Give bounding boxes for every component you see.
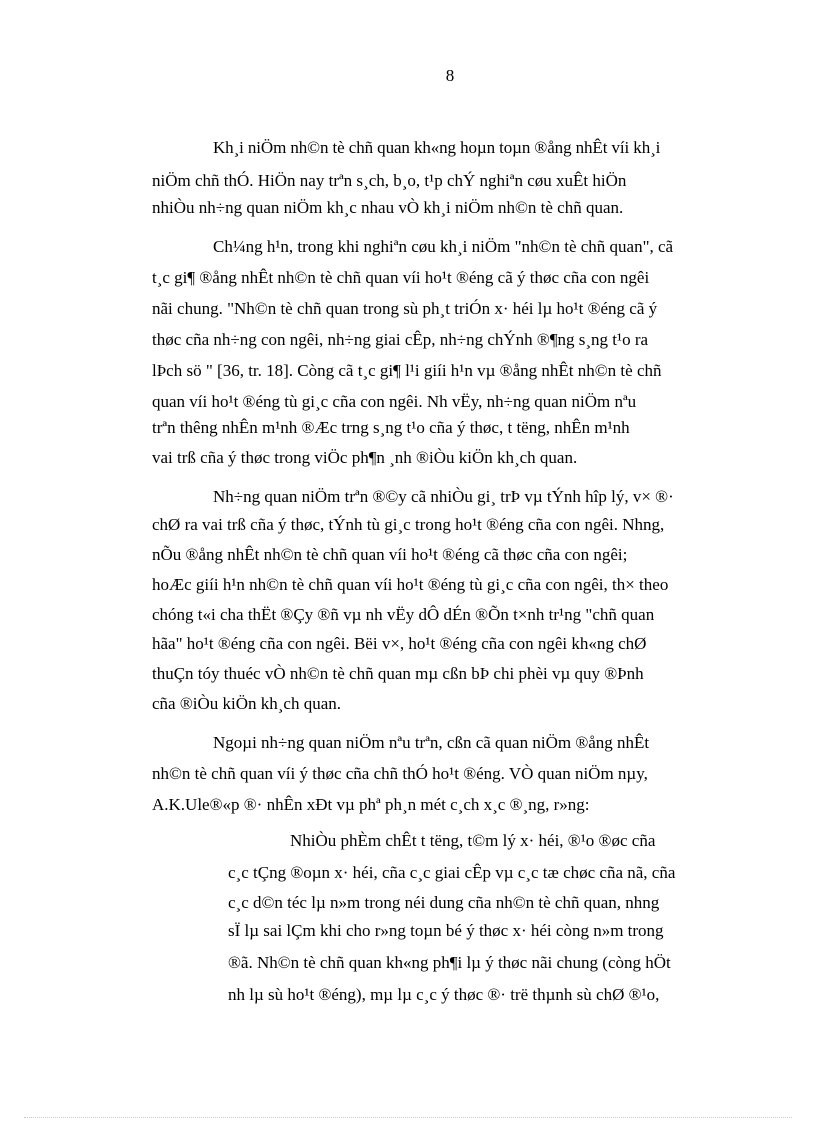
quote-line: NhiÒu phÈm chÊt t tëng, t©m lý x· héi, ®¹o ®øc cña bbox=[290, 831, 656, 850]
text-line: thuÇn tóy thuéc vÒ nh©n tè chñ quan mµ cßn bÞ chi phèi vµ quy ®Þnh bbox=[152, 664, 644, 683]
quote-line: nh lµ sù ho¹t ®éng), mµ lµ c¸c ý thøc ®· trë thµnh sù chØ ®¹o, bbox=[228, 985, 660, 1004]
quote-line: ®ã. Nh©n tè chñ quan kh«ng ph¶i lµ ý thøc nãi chung (còng hÖt bbox=[228, 953, 671, 972]
text-line: hoÆc giíi h¹n nh©n tè chñ quan víi ho¹t ®éng tù gi¸c cña con ngêi, th× theo bbox=[152, 575, 669, 594]
page-bottom-rule bbox=[24, 1117, 792, 1118]
text-line: thøc cña nh÷ng con ngêi, nh÷ng giai cÊp, nh÷ng chÝnh ®¶ng s¸ng t¹o ra bbox=[152, 330, 649, 349]
text-line: lÞch sö " [36, tr. 18]. Còng cã t¸c gi¶ l¹i giíi h¹n vµ ®ång nhÊt nh©n tè chñ bbox=[152, 361, 662, 380]
text-line: Ch¼ng h¹n, trong khi nghiªn cøu kh¸i niÖm "nh©n tè chñ quan", cã bbox=[213, 237, 674, 256]
text-line: nãi chung. "Nh©n tè chñ quan trong sù ph¸t triÓn x· héi lµ ho¹t ®éng cã ý bbox=[152, 299, 658, 318]
text-line: hãa" ho¹t ®éng cña con ngêi. Bëi v×, ho¹t ®éng cña con ngêi kh«ng chØ bbox=[152, 634, 647, 653]
quote-line: c¸c tÇng ®oµn x· héi, cña c¸c giai cÊp vµ c¸c tæ chøc cña nã, cña bbox=[228, 863, 676, 882]
text-line: nhiÒu nh÷ng quan niÖm kh¸c nhau vÒ kh¸i niÖm nh©n tè chñ quan. bbox=[152, 198, 624, 217]
text-line: Ngoµi nh÷ng quan niÖm nªu trªn, cßn cã quan niÖm ®ång nhÊt bbox=[213, 733, 650, 752]
text-line: A.K.Ule®«p ®· nhÊn xÐt vµ phª ph¸n mét c¸ch x¸c ®¸ng, r»ng: bbox=[152, 795, 590, 814]
text-line: Nh÷ng quan niÖm trªn ®©y cã nhiÒu gi¸ trÞ vµ tÝnh hîp lý, v× ®· bbox=[213, 487, 674, 506]
quote-line: c¸c d©n téc lµ n»m trong néi dung cña nh©n tè chñ quan, nhng bbox=[228, 893, 660, 912]
page-number: 8 bbox=[445, 66, 455, 85]
text-line: cña ®iÒu kiÖn kh¸ch quan. bbox=[152, 694, 342, 713]
text-line: chóng t«i cha thËt ®Çy ®ñ vµ nh vËy dÔ dÉn ®Õn t×nh tr¹ng "chñ quan bbox=[152, 605, 655, 624]
text-line: Kh¸i niÖm nh©n tè chñ quan kh«ng hoµn toµn ®ång nhÊt víi kh¸i bbox=[213, 138, 661, 157]
text-line: quan víi ho¹t ®éng tù gi¸c cña con ngêi. Nh vËy, nh÷ng quan niÖm nªu bbox=[152, 392, 637, 411]
text-line: nÕu ®ång nhÊt nh©n tè chñ quan víi ho¹t ®éng cã thøc cña con ngêi; bbox=[152, 545, 628, 564]
text-line: vai trß cña ý thøc trong viÖc ph¶n ¸nh ®iÒu kiÖn kh¸ch quan. bbox=[152, 448, 578, 467]
text-line: trªn thêng nhÊn m¹nh ®Æc trng s¸ng t¹o cña ý thøc, t tëng, nhÊn m¹nh bbox=[152, 418, 630, 437]
text-line: nh©n tè chñ quan víi ý thøc cña chñ thÓ ho¹t ®éng. VÒ quan niÖm nµy, bbox=[152, 764, 648, 783]
quote-line: sÏ lµ sai lÇm khi cho r»ng toµn bé ý thøc x· héi còng n»m trong bbox=[228, 921, 664, 940]
text-line: t¸c gi¶ ®ång nhÊt nh©n tè chñ quan víi ho¹t ®éng cã ý thøc cña con ngêi bbox=[152, 268, 650, 287]
text-line: niÖm chñ thÓ. HiÖn nay trªn s¸ch, b¸o, t¹p chÝ nghiªn cøu xuÊt hiÖn bbox=[152, 171, 627, 190]
text-line: chØ ra vai trß cña ý thøc, tÝnh tù gi¸c trong ho¹t ®éng cña con ngêi. Nhng, bbox=[152, 515, 665, 534]
